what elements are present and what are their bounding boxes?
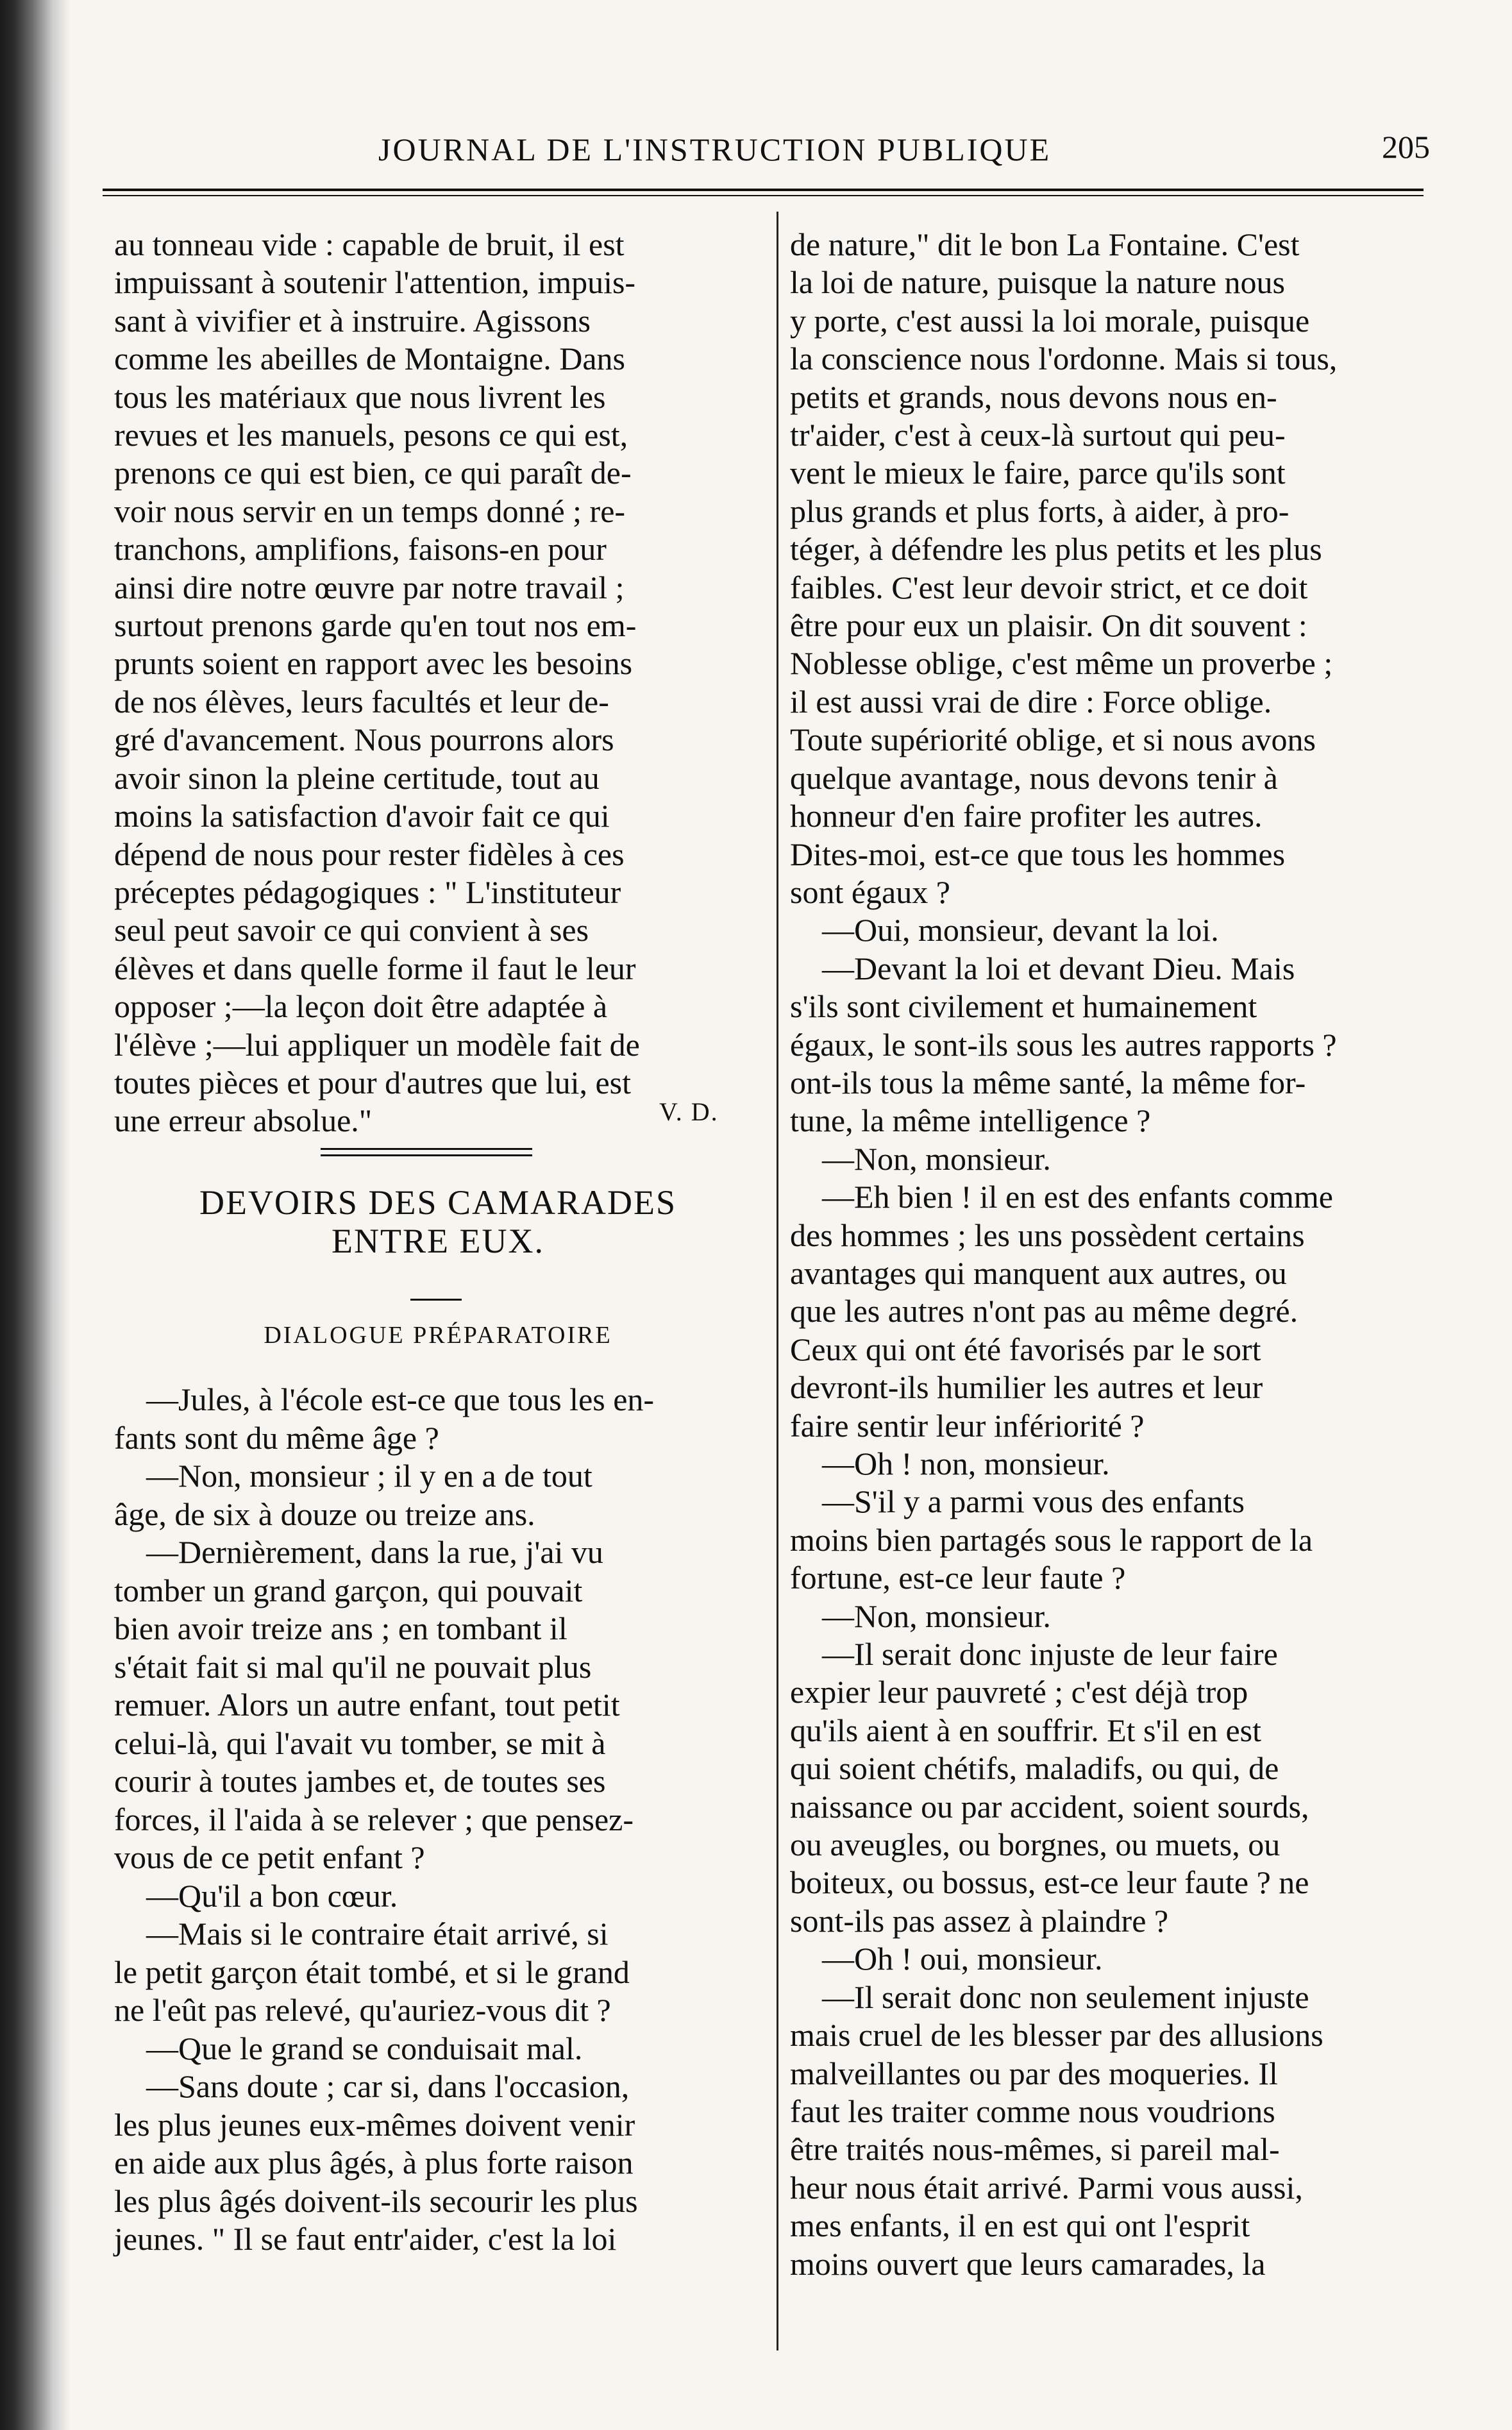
header-rule xyxy=(103,189,1424,191)
text-line: de nos élèves, leurs facultés et leur de- xyxy=(114,683,609,720)
text-line: la conscience nous l'ordonne. Mais si tous, xyxy=(790,341,1338,377)
text-line: de nature," dit le bon La Fontaine. C'est xyxy=(790,226,1300,262)
text-line: —Non, monsieur ; il y en a de tout xyxy=(114,1458,592,1494)
section-title-line-1: DEVOIRS DES CAMARADES xyxy=(199,1183,677,1222)
text-line: —Eh bien ! il en est des enfants comme xyxy=(790,1179,1333,1215)
text-line: expier leur pauvreté ; c'est déjà trop xyxy=(790,1674,1248,1710)
text-line: revues et les manuels, pesons ce qui est, xyxy=(114,417,628,453)
text-line: tune, la même intelligence ? xyxy=(790,1102,1151,1139)
text-line: honneur d'en faire profiter les autres. xyxy=(790,798,1263,834)
text-line: être pour eux un plaisir. On dit souvent : xyxy=(790,607,1307,644)
text-line: la loi de nature, puisque la nature nous xyxy=(790,264,1285,301)
text-line: Toute supériorité oblige, et si nous avons xyxy=(790,721,1316,758)
text-line: —Oh ! oui, monsieur. xyxy=(790,1941,1103,1977)
text-line: seul peut savoir ce qui convient à ses xyxy=(114,912,589,949)
text-line: —Qu'il a bon cœur. xyxy=(114,1877,398,1914)
text-line: —Il serait donc non seulement injuste xyxy=(790,1979,1309,2015)
text-line: —Oui, monsieur, devant la loi. xyxy=(790,912,1219,949)
text-line: vent le mieux le faire, parce qu'ils sont xyxy=(790,455,1286,491)
text-line: —Dernièrement, dans la rue, j'ai vu xyxy=(114,1534,603,1570)
text-line: boiteux, ou bossus, est-ce leur faute ? ne xyxy=(790,1864,1309,1901)
text-line: avantages qui manquent aux autres, ou xyxy=(790,1254,1287,1291)
text-line: naissance ou par accident, soient sourds, xyxy=(790,1788,1309,1825)
text-line: bien avoir treize ans ; en tombant il xyxy=(114,1610,567,1646)
text-line: devront-ils humilier les autres et leur xyxy=(790,1369,1263,1406)
running-title: JOURNAL DE L'INSTRUCTION PUBLIQUE xyxy=(378,131,1052,167)
text-line: sont-ils pas assez à plaindre ? xyxy=(790,1902,1169,1939)
text-line: impuissant à soutenir l'attention, impuis- xyxy=(114,264,636,301)
text-line: avoir sinon la pleine certitude, tout au xyxy=(114,759,600,796)
article-signature: V. D. xyxy=(659,1097,719,1126)
text-line: moins ouvert que leurs camarades, la xyxy=(790,2245,1266,2282)
text-line: mais cruel de les blesser par des allusions xyxy=(790,2017,1323,2054)
text-line: celui-là, qui l'avait vu tomber, se mit à xyxy=(114,1725,606,1761)
text-line: —Que le grand se conduisait mal. xyxy=(114,2030,583,2066)
text-line: gré d'avancement. Nous pourrons alors xyxy=(114,721,614,758)
text-line: sont égaux ? xyxy=(790,873,950,910)
text-line: forces, il l'aida à se relever ; que pensez- xyxy=(114,1801,634,1837)
text-line: —Jules, à l'école est-ce que tous les en- xyxy=(114,1381,655,1417)
text-line: qu'ils aient à en souffrir. Et s'il en est xyxy=(790,1712,1262,1748)
text-line: qui soient chétifs, maladifs, ou qui, de xyxy=(790,1750,1279,1787)
text-line: âge, de six à douze ou treize ans. xyxy=(114,1496,535,1532)
text-line: ou aveugles, ou borgnes, ou muets, ou xyxy=(790,1827,1281,1863)
text-line: s'était fait si mal qu'il ne pouvait plus xyxy=(114,1648,592,1685)
section-title xyxy=(114,1183,762,1260)
text-line: —Devant la loi et devant Dieu. Mais xyxy=(790,950,1295,986)
text-line: tomber un grand garçon, qui pouvait xyxy=(114,1572,583,1608)
text-line: les plus jeunes eux-mêmes doivent venir xyxy=(114,2106,635,2143)
text-line: des hommes ; les uns possèdent certains xyxy=(790,1217,1305,1253)
text-line: le petit garçon était tombé, et si le grand xyxy=(114,1953,630,1990)
text-line: mes enfants, il en est qui ont l'esprit xyxy=(790,2207,1250,2244)
text-line: préceptes pédagogiques : " L'instituteur xyxy=(114,873,621,910)
text-line: tr'aider, c'est à ceux-là surtout qui peu- xyxy=(790,417,1286,453)
text-line: être traités nous-mêmes, si pareil mal- xyxy=(790,2131,1280,2168)
text-line: sant à vivifier et à instruire. Agissons xyxy=(114,302,591,339)
text-line: —Il serait donc injuste de leur faire xyxy=(790,1636,1278,1673)
left-column-top-text xyxy=(114,226,762,1140)
text-line: heur nous était arrivé. Parmi vous aussi, xyxy=(790,2169,1303,2206)
text-line: ont-ils tous la même santé, la même for- xyxy=(790,1064,1306,1101)
page-number: 205 xyxy=(1382,129,1430,165)
text-line: quelque avantage, nous devons tenir à xyxy=(790,759,1278,796)
text-line: Ceux qui ont été favorisés par le sort xyxy=(790,1331,1261,1367)
text-line: faibles. C'est leur devoir strict, et ce doit xyxy=(790,569,1308,605)
text-line: prenons ce qui est bien, ce qui paraît de- xyxy=(114,455,632,491)
text-line: —Non, monsieur. xyxy=(790,1598,1051,1634)
text-line: que les autres n'ont pas au même degré. xyxy=(790,1293,1298,1329)
page-binding-shadow xyxy=(0,0,71,2430)
text-line: fortune, est-ce leur faute ? xyxy=(790,1560,1126,1596)
text-line: fants sont du même âge ? xyxy=(114,1419,439,1456)
text-line: au tonneau vide : capable de bruit, il est xyxy=(114,226,625,262)
text-line: égaux, le sont-ils sous les autres rapports ? xyxy=(790,1026,1337,1063)
text-line: opposer ;—la leçon doit être adaptée à xyxy=(114,988,608,1025)
text-line: tous les matériaux que nous livrent les xyxy=(114,378,606,415)
text-line: les plus âgés doivent-ils secourir les plus xyxy=(114,2182,638,2219)
text-line: faut les traiter comme nous voudrions xyxy=(790,2093,1275,2129)
section-title-line-2: ENTRE EUX. xyxy=(332,1222,544,1260)
text-line: moins bien partagés sous le rapport de la xyxy=(790,1521,1313,1558)
text-line: —S'il y a parmi vous des enfants xyxy=(790,1483,1245,1520)
section-separator-rule xyxy=(321,1148,532,1157)
text-line: ne l'eût pas relevé, qu'auriez-vous dit ? xyxy=(114,1992,611,2028)
section-subtitle: DIALOGUE PRÉPARATOIRE xyxy=(264,1322,612,1349)
text-line: malveillantes ou par des moqueries. Il xyxy=(790,2055,1278,2091)
text-line: dépend de nous pour rester fidèles à ces xyxy=(114,836,625,872)
text-line: vous de ce petit enfant ? xyxy=(114,1839,425,1875)
text-line: moins la satisfaction d'avoir fait ce qui xyxy=(114,798,610,834)
text-line: s'ils sont civilement et humainement xyxy=(790,988,1257,1025)
text-line: —Mais si le contraire était arrivé, si xyxy=(114,1916,609,1952)
text-line: élèves et dans quelle forme il faut le leur xyxy=(114,950,636,986)
text-line: téger, à défendre les plus petits et les plus xyxy=(790,531,1322,568)
text-line: —Non, monsieur. xyxy=(790,1140,1051,1177)
text-line: prunts soient en rapport avec les besoins xyxy=(114,645,633,682)
text-line: ainsi dire notre œuvre par notre travail ; xyxy=(114,569,625,605)
page-header xyxy=(160,128,1430,180)
text-line: en aide aux plus âgés, à plus forte raison xyxy=(114,2145,634,2181)
text-line: y porte, c'est aussi la loi morale, puisque xyxy=(790,302,1310,339)
text-line: petits et grands, nous devons nous en- xyxy=(790,378,1277,415)
text-line: Noblesse oblige, c'est même un proverbe ; xyxy=(790,645,1333,682)
text-line: jeunes. " Il se faut entr'aider, c'est la loi xyxy=(114,2221,617,2257)
text-line: plus grands et plus forts, à aider, à pro- xyxy=(790,493,1289,529)
text-line: l'élève ;—lui appliquer un modèle fait de xyxy=(114,1026,640,1063)
text-line: —Oh ! non, monsieur. xyxy=(790,1446,1110,1481)
column-divider xyxy=(777,212,778,2350)
text-line: faire sentir leur infériorité ? xyxy=(790,1407,1145,1444)
text-line: Dites-moi, est-ce que tous les hommes xyxy=(790,836,1286,872)
text-line: surtout prenons garde qu'en tout nos em- xyxy=(114,607,637,644)
text-line: courir à toutes jambes et, de toutes ses xyxy=(114,1763,606,1799)
text-line: toutes pièces et pour d'autres que lui, est xyxy=(114,1064,632,1101)
text-line: comme les abeilles de Montaigne. Dans xyxy=(114,341,625,377)
right-column-text xyxy=(790,226,1444,2283)
left-column-dialogue-text xyxy=(114,1381,762,2259)
header-rule-thin xyxy=(103,195,1424,196)
text-line: voir nous servir en un temps donné ; re- xyxy=(114,493,626,529)
text-line: une erreur absolue." xyxy=(114,1102,373,1139)
text-line: —Sans doute ; car si, dans l'occasion, xyxy=(114,2068,630,2104)
text-line: il est aussi vrai de dire : Force oblige. xyxy=(790,683,1272,720)
title-short-rule xyxy=(410,1299,462,1301)
text-line: tranchons, amplifions, faisons-en pour xyxy=(114,531,607,568)
text-line: remuer. Alors un autre enfant, tout petit xyxy=(114,1687,620,1723)
